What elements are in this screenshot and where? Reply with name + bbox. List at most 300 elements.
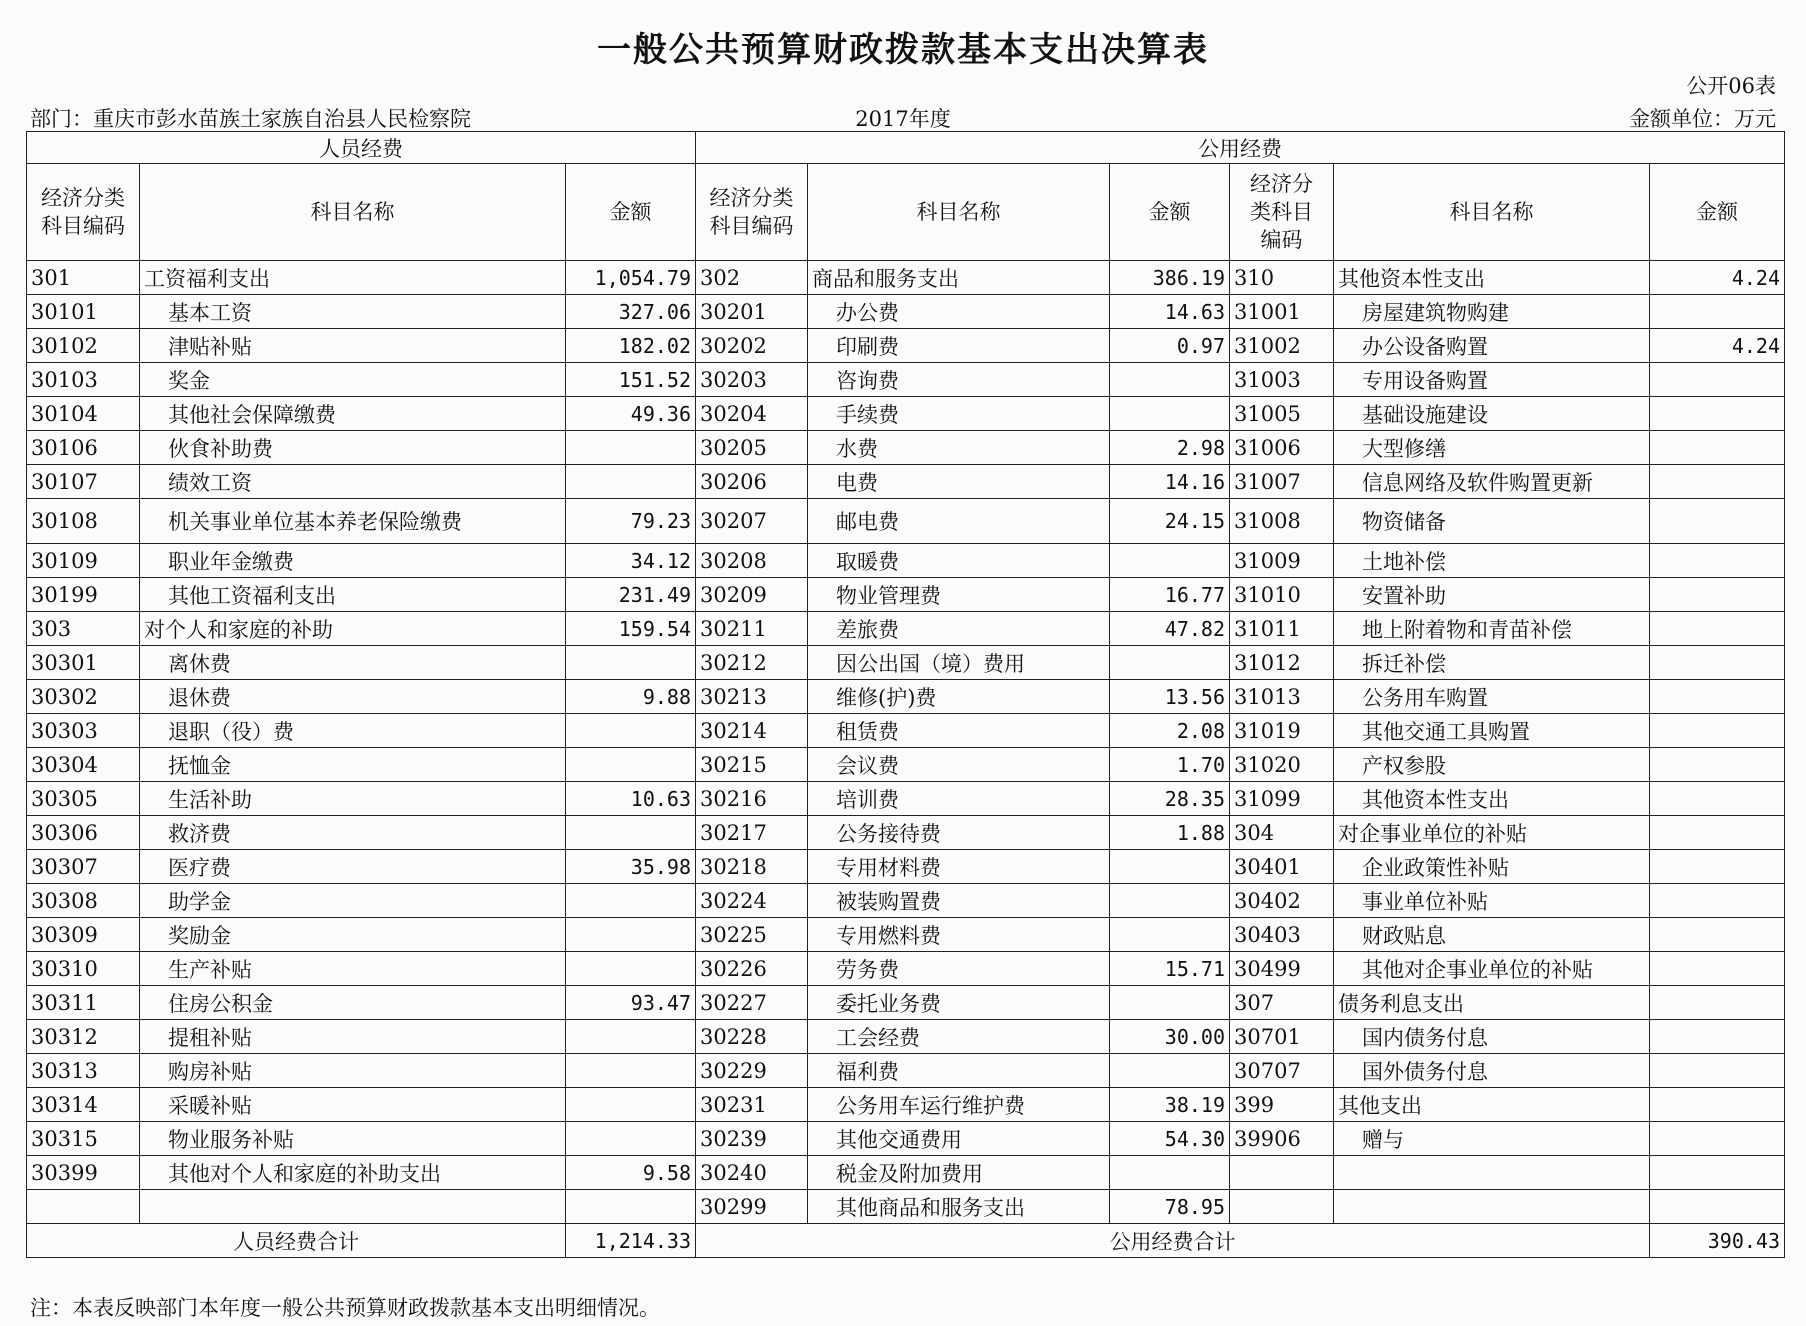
header-amount: 金额	[1110, 164, 1230, 261]
cell-code: 31012	[1230, 646, 1334, 680]
header-amount: 金额	[1650, 164, 1785, 261]
cell-code: 30229	[696, 1054, 808, 1088]
cell-amount: 1.88	[1110, 816, 1230, 850]
cell-name: 债务利息支出	[1334, 986, 1650, 1020]
cell-amount: 14.16	[1110, 465, 1230, 499]
cell-amount	[1650, 680, 1785, 714]
table-row	[27, 329, 1785, 363]
table-row	[27, 986, 1785, 1020]
cell-amount	[1110, 363, 1230, 397]
cell-name: 工资福利支出	[140, 261, 566, 295]
cell-name: 产权参股	[1334, 748, 1650, 782]
table-row	[27, 578, 1785, 612]
cell-code: 307	[1230, 986, 1334, 1020]
cell-code	[1230, 1156, 1334, 1190]
cell-code: 30225	[696, 918, 808, 952]
cell-amount	[1650, 578, 1785, 612]
amount-unit: 金额单位：万元	[1629, 107, 1776, 131]
footnote: 注：本表反映部门本年度一般公共预算财政拨款基本支出明细情况。	[30, 1296, 660, 1320]
cell-amount: 15.71	[1110, 952, 1230, 986]
cell-amount	[1650, 1054, 1785, 1088]
table-row	[27, 431, 1785, 465]
cell-name: 手续费	[808, 397, 1110, 431]
cell-name	[1334, 1190, 1650, 1224]
expenditure-table	[26, 131, 1785, 1258]
cell-name: 救济费	[140, 816, 566, 850]
cell-name: 对企事业单位的补贴	[1334, 816, 1650, 850]
cell-code: 31001	[1230, 295, 1334, 329]
cell-code: 301	[27, 261, 140, 295]
cell-name: 伙食补助费	[140, 431, 566, 465]
cell-code: 30313	[27, 1054, 140, 1088]
cell-name: 其他资本性支出	[1334, 782, 1650, 816]
cell-amount: 13.56	[1110, 680, 1230, 714]
cell-code: 30301	[27, 646, 140, 680]
cell-code: 30707	[1230, 1054, 1334, 1088]
cell-name: 房屋建筑物购建	[1334, 295, 1650, 329]
cell-name: 印刷费	[808, 329, 1110, 363]
cell-name: 对个人和家庭的补助	[140, 612, 566, 646]
cell-amount: 182.02	[566, 329, 696, 363]
cell-amount	[1650, 816, 1785, 850]
cell-amount	[566, 714, 696, 748]
cell-code: 30211	[696, 612, 808, 646]
cell-name: 专用设备购置	[1334, 363, 1650, 397]
cell-amount	[1650, 465, 1785, 499]
cell-code: 31002	[1230, 329, 1334, 363]
cell-code: 30305	[27, 782, 140, 816]
cell-code: 30218	[696, 850, 808, 884]
cell-name: 福利费	[808, 1054, 1110, 1088]
cell-name: 职业年金缴费	[140, 544, 566, 578]
table-row	[27, 295, 1785, 329]
cell-name: 购房补贴	[140, 1054, 566, 1088]
cell-code: 30307	[27, 850, 140, 884]
page-title: 一般公共预算财政拨款基本支出决算表	[597, 30, 1209, 70]
cell-amount	[1650, 397, 1785, 431]
cell-code: 30314	[27, 1088, 140, 1122]
public-total-amount: 390.43	[1650, 1224, 1785, 1258]
cell-name: 电费	[808, 465, 1110, 499]
form-number: 公开06表	[1686, 74, 1776, 98]
cell-code: 30403	[1230, 918, 1334, 952]
cell-code: 30203	[696, 363, 808, 397]
table-row	[27, 850, 1785, 884]
section-public: 公用经费	[696, 132, 1785, 164]
cell-name: 其他对个人和家庭的补助支出	[140, 1156, 566, 1190]
cell-name: 提租补贴	[140, 1020, 566, 1054]
cell-amount	[1110, 850, 1230, 884]
header-code: 经济分类科目编码	[1230, 164, 1334, 261]
cell-code: 30205	[696, 431, 808, 465]
cell-amount	[566, 918, 696, 952]
cell-code: 30104	[27, 397, 140, 431]
cell-amount	[1110, 1054, 1230, 1088]
cell-code: 30312	[27, 1020, 140, 1054]
cell-name: 信息网络及软件购置更新	[1334, 465, 1650, 499]
cell-code: 31010	[1230, 578, 1334, 612]
cell-amount	[1650, 1122, 1785, 1156]
cell-name: 公务用车购置	[1334, 680, 1650, 714]
cell-name: 抚恤金	[140, 748, 566, 782]
table-row	[27, 646, 1785, 680]
cell-amount	[1650, 544, 1785, 578]
cell-code: 30215	[696, 748, 808, 782]
cell-code: 30106	[27, 431, 140, 465]
cell-amount: 386.19	[1110, 261, 1230, 295]
cell-amount: 9.58	[566, 1156, 696, 1190]
cell-code: 30402	[1230, 884, 1334, 918]
cell-amount	[1110, 397, 1230, 431]
cell-code: 30208	[696, 544, 808, 578]
cell-name: 工会经费	[808, 1020, 1110, 1054]
cell-amount	[1650, 646, 1785, 680]
cell-name: 其他交通工具购置	[1334, 714, 1650, 748]
cell-name: 办公费	[808, 295, 1110, 329]
cell-amount: 49.36	[566, 397, 696, 431]
cell-code: 30224	[696, 884, 808, 918]
table-row	[27, 952, 1785, 986]
cell-code: 30303	[27, 714, 140, 748]
cell-code: 30499	[1230, 952, 1334, 986]
cell-code: 31019	[1230, 714, 1334, 748]
cell-amount: 231.49	[566, 578, 696, 612]
cell-name: 其他交通费用	[808, 1122, 1110, 1156]
cell-amount	[566, 1122, 696, 1156]
table-row	[27, 612, 1785, 646]
cell-code: 310	[1230, 261, 1334, 295]
cell-name: 地上附着物和青苗补偿	[1334, 612, 1650, 646]
cell-name: 财政贴息	[1334, 918, 1650, 952]
cell-name: 生活补助	[140, 782, 566, 816]
header-code: 经济分类科目编码	[27, 164, 140, 261]
table-row	[27, 261, 1785, 295]
cell-amount	[1650, 1190, 1785, 1224]
cell-code: 31013	[1230, 680, 1334, 714]
cell-amount	[1650, 918, 1785, 952]
table-row	[27, 465, 1785, 499]
cell-amount	[1650, 850, 1785, 884]
cell-name: 奖金	[140, 363, 566, 397]
cell-code: 31009	[1230, 544, 1334, 578]
cell-name: 基本工资	[140, 295, 566, 329]
public-total-label: 公用经费合计	[696, 1224, 1650, 1258]
cell-amount	[1650, 499, 1785, 544]
header-code: 经济分类科目编码	[696, 164, 808, 261]
cell-code: 30217	[696, 816, 808, 850]
personnel-total-amount: 1,214.33	[566, 1224, 696, 1258]
table-row	[27, 748, 1785, 782]
table-row	[27, 816, 1785, 850]
cell-amount: 24.15	[1110, 499, 1230, 544]
cell-name: 医疗费	[140, 850, 566, 884]
cell-code: 30101	[27, 295, 140, 329]
cell-amount: 54.30	[1110, 1122, 1230, 1156]
cell-amount	[1650, 986, 1785, 1020]
cell-amount: 2.98	[1110, 431, 1230, 465]
cell-amount	[566, 748, 696, 782]
cell-amount	[1650, 363, 1785, 397]
cell-name: 助学金	[140, 884, 566, 918]
cell-code: 304	[1230, 816, 1334, 850]
cell-amount	[566, 816, 696, 850]
table-row	[27, 884, 1785, 918]
cell-name: 物业管理费	[808, 578, 1110, 612]
cell-code: 31011	[1230, 612, 1334, 646]
table-row	[27, 680, 1785, 714]
cell-code: 30315	[27, 1122, 140, 1156]
cell-amount: 16.77	[1110, 578, 1230, 612]
header-name: 科目名称	[808, 164, 1110, 261]
table-row	[27, 363, 1785, 397]
table-row	[27, 1020, 1785, 1054]
cell-amount: 93.47	[566, 986, 696, 1020]
cell-code: 30308	[27, 884, 140, 918]
cell-code: 30306	[27, 816, 140, 850]
cell-name: 退职（役）费	[140, 714, 566, 748]
cell-amount: 0.97	[1110, 329, 1230, 363]
cell-amount	[1110, 544, 1230, 578]
header-name: 科目名称	[1334, 164, 1650, 261]
table-row	[27, 1190, 1785, 1224]
cell-code: 31006	[1230, 431, 1334, 465]
personnel-total-label: 人员经费合计	[27, 1224, 566, 1258]
cell-name: 被装购置费	[808, 884, 1110, 918]
cell-amount	[1650, 1020, 1785, 1054]
cell-code: 30207	[696, 499, 808, 544]
cell-name: 其他资本性支出	[1334, 261, 1650, 295]
cell-amount	[566, 952, 696, 986]
cell-amount: 38.19	[1110, 1088, 1230, 1122]
table-row	[27, 1156, 1785, 1190]
cell-amount	[1650, 612, 1785, 646]
cell-code: 302	[696, 261, 808, 295]
cell-name: 物业服务补贴	[140, 1122, 566, 1156]
cell-name: 采暖补贴	[140, 1088, 566, 1122]
cell-name: 租赁费	[808, 714, 1110, 748]
cell-amount: 2.08	[1110, 714, 1230, 748]
cell-name: 住房公积金	[140, 986, 566, 1020]
cell-code: 30299	[696, 1190, 808, 1224]
table-row	[27, 397, 1785, 431]
cell-amount	[1650, 1156, 1785, 1190]
table-row	[27, 782, 1785, 816]
cell-amount	[1110, 646, 1230, 680]
cell-amount	[566, 884, 696, 918]
cell-code: 30239	[696, 1122, 808, 1156]
cell-name: 公务接待费	[808, 816, 1110, 850]
cell-amount	[1650, 431, 1785, 465]
cell-name: 专用材料费	[808, 850, 1110, 884]
cell-name: 水费	[808, 431, 1110, 465]
cell-code: 30227	[696, 986, 808, 1020]
cell-amount: 34.12	[566, 544, 696, 578]
cell-code: 303	[27, 612, 140, 646]
cell-amount	[1650, 748, 1785, 782]
cell-name: 奖励金	[140, 918, 566, 952]
cell-code: 30209	[696, 578, 808, 612]
cell-amount	[1650, 884, 1785, 918]
cell-name: 其他支出	[1334, 1088, 1650, 1122]
cell-name: 企业政策性补贴	[1334, 850, 1650, 884]
cell-amount: 327.06	[566, 295, 696, 329]
cell-amount: 78.95	[1110, 1190, 1230, 1224]
table-row	[27, 1122, 1785, 1156]
cell-code: 39906	[1230, 1122, 1334, 1156]
cell-name: 因公出国（境）费用	[808, 646, 1110, 680]
table-row	[27, 714, 1785, 748]
cell-code: 30310	[27, 952, 140, 986]
cell-name: 商品和服务支出	[808, 261, 1110, 295]
table-row	[27, 918, 1785, 952]
cell-code: 31020	[1230, 748, 1334, 782]
cell-code	[1230, 1190, 1334, 1224]
table-row	[27, 1054, 1785, 1088]
cell-code: 31007	[1230, 465, 1334, 499]
cell-name: 国外债务付息	[1334, 1054, 1650, 1088]
cell-amount	[1650, 1088, 1785, 1122]
cell-amount	[1110, 986, 1230, 1020]
cell-name: 绩效工资	[140, 465, 566, 499]
cell-code: 30399	[27, 1156, 140, 1190]
cell-code: 30213	[696, 680, 808, 714]
cell-name: 委托业务费	[808, 986, 1110, 1020]
cell-name: 取暖费	[808, 544, 1110, 578]
table-row	[27, 544, 1785, 578]
cell-amount: 30.00	[1110, 1020, 1230, 1054]
cell-amount: 35.98	[566, 850, 696, 884]
cell-amount: 1,054.79	[566, 261, 696, 295]
cell-amount	[1110, 884, 1230, 918]
cell-amount: 14.63	[1110, 295, 1230, 329]
cell-amount: 10.63	[566, 782, 696, 816]
cell-amount	[566, 646, 696, 680]
cell-code: 30309	[27, 918, 140, 952]
cell-amount: 4.24	[1650, 329, 1785, 363]
cell-amount	[566, 1088, 696, 1122]
cell-code: 30701	[1230, 1020, 1334, 1054]
cell-amount	[566, 1190, 696, 1224]
header-amount: 金额	[566, 164, 696, 261]
cell-amount: 28.35	[1110, 782, 1230, 816]
cell-code: 30228	[696, 1020, 808, 1054]
cell-name: 退休费	[140, 680, 566, 714]
cell-code: 30202	[696, 329, 808, 363]
cell-name	[140, 1190, 566, 1224]
cell-name: 咨询费	[808, 363, 1110, 397]
cell-name: 其他社会保障缴费	[140, 397, 566, 431]
cell-code: 31005	[1230, 397, 1334, 431]
cell-code: 30103	[27, 363, 140, 397]
table-body	[27, 261, 1785, 1224]
table-row	[27, 499, 1785, 544]
cell-code: 399	[1230, 1088, 1334, 1122]
cell-code: 30201	[696, 295, 808, 329]
cell-code: 30107	[27, 465, 140, 499]
cell-name: 赠与	[1334, 1122, 1650, 1156]
cell-code: 30199	[27, 578, 140, 612]
cell-code: 30108	[27, 499, 140, 544]
cell-name: 离休费	[140, 646, 566, 680]
cell-amount	[1110, 918, 1230, 952]
cell-name: 物资储备	[1334, 499, 1650, 544]
cell-amount: 4.24	[1650, 261, 1785, 295]
cell-name: 机关事业单位基本养老保险缴费	[140, 499, 566, 544]
cell-code: 30231	[696, 1088, 808, 1122]
header-name: 科目名称	[140, 164, 566, 261]
cell-amount	[1110, 1156, 1230, 1190]
cell-code: 30102	[27, 329, 140, 363]
cell-code: 30206	[696, 465, 808, 499]
department-label: 部门：重庆市彭水苗族土家族自治县人民检察院	[30, 107, 471, 131]
cell-name: 会议费	[808, 748, 1110, 782]
cell-name: 邮电费	[808, 499, 1110, 544]
cell-code: 30204	[696, 397, 808, 431]
cell-name: 其他对企事业单位的补贴	[1334, 952, 1650, 986]
cell-amount	[566, 1054, 696, 1088]
cell-name: 土地补偿	[1334, 544, 1650, 578]
cell-amount: 159.54	[566, 612, 696, 646]
cell-amount: 151.52	[566, 363, 696, 397]
cell-name: 差旅费	[808, 612, 1110, 646]
cell-name: 办公设备购置	[1334, 329, 1650, 363]
cell-code: 30401	[1230, 850, 1334, 884]
cell-code: 31099	[1230, 782, 1334, 816]
cell-name: 国内债务付息	[1334, 1020, 1650, 1054]
table-row	[27, 1088, 1785, 1122]
fiscal-year: 2017年度	[855, 107, 951, 131]
cell-code: 30311	[27, 986, 140, 1020]
cell-name: 生产补贴	[140, 952, 566, 986]
cell-name: 大型修缮	[1334, 431, 1650, 465]
totals-row	[27, 1224, 1785, 1258]
cell-code: 30302	[27, 680, 140, 714]
cell-amount	[1650, 714, 1785, 748]
cell-name: 税金及附加费用	[808, 1156, 1110, 1190]
cell-code	[27, 1190, 140, 1224]
cell-amount	[1650, 782, 1785, 816]
cell-code: 30214	[696, 714, 808, 748]
cell-code: 30109	[27, 544, 140, 578]
cell-code: 31008	[1230, 499, 1334, 544]
cell-amount	[1650, 295, 1785, 329]
cell-name: 拆迁补偿	[1334, 646, 1650, 680]
cell-code: 30212	[696, 646, 808, 680]
cell-code: 31003	[1230, 363, 1334, 397]
section-personnel: 人员经费	[27, 132, 696, 164]
cell-name: 维修(护)费	[808, 680, 1110, 714]
cell-amount: 79.23	[566, 499, 696, 544]
cell-code: 30216	[696, 782, 808, 816]
cell-amount: 9.88	[566, 680, 696, 714]
cell-name: 津贴补贴	[140, 329, 566, 363]
cell-amount: 1.70	[1110, 748, 1230, 782]
cell-name: 安置补助	[1334, 578, 1650, 612]
cell-amount	[566, 431, 696, 465]
cell-name: 培训费	[808, 782, 1110, 816]
cell-name: 专用燃料费	[808, 918, 1110, 952]
cell-amount	[566, 1020, 696, 1054]
cell-name: 公务用车运行维护费	[808, 1088, 1110, 1122]
cell-name: 基础设施建设	[1334, 397, 1650, 431]
cell-code: 30304	[27, 748, 140, 782]
cell-name: 劳务费	[808, 952, 1110, 986]
cell-code: 30226	[696, 952, 808, 986]
cell-name	[1334, 1156, 1650, 1190]
cell-name: 其他商品和服务支出	[808, 1190, 1110, 1224]
cell-amount	[1650, 952, 1785, 986]
cell-code: 30240	[696, 1156, 808, 1190]
